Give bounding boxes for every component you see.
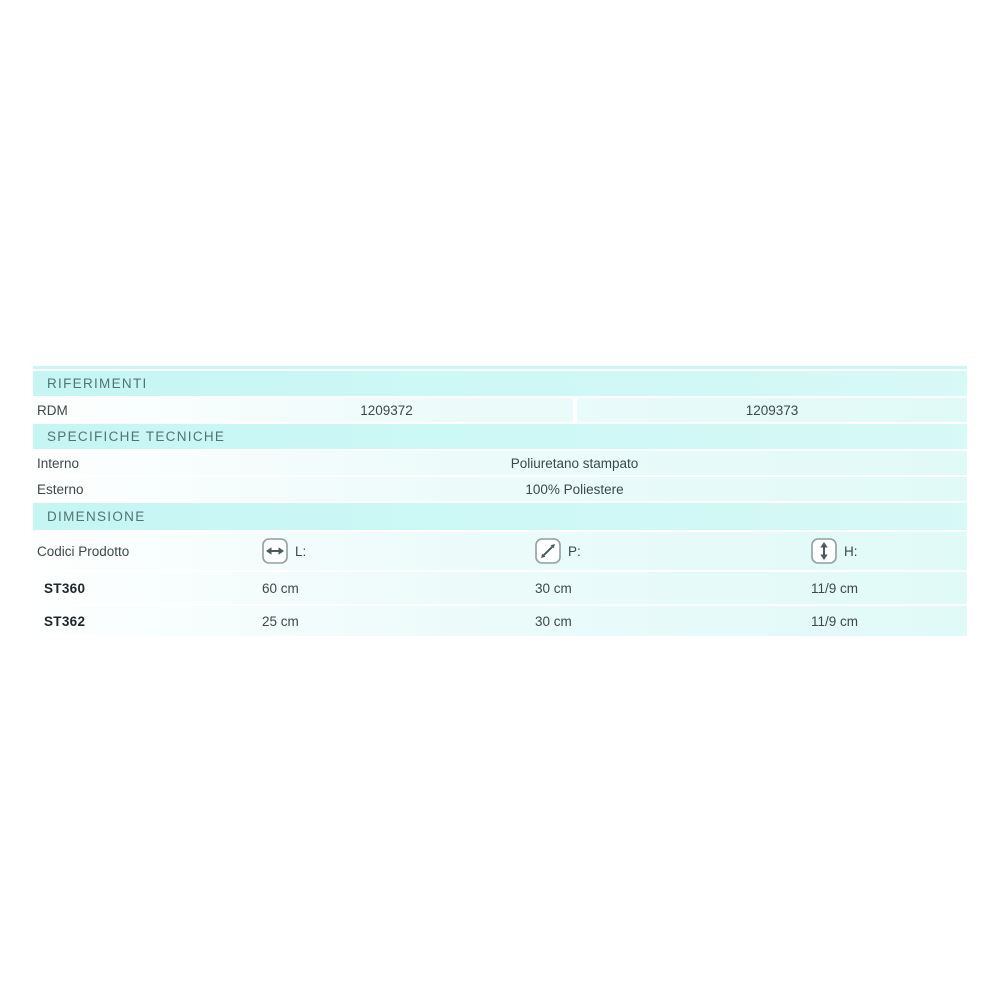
product-length-value: 25 cm	[262, 613, 299, 629]
table-row	[33, 606, 967, 636]
section-title: SPECIFICHE TECNICHE	[47, 429, 226, 444]
section-header-specifiche-tecniche	[33, 424, 967, 449]
dimension-columns-header-row	[33, 532, 967, 570]
table-row	[33, 572, 967, 604]
rdm-value-2: 1209373	[745, 402, 799, 418]
depth-column-label: P:	[568, 543, 581, 559]
product-code: ST362	[44, 613, 86, 629]
product-length-value: 60 cm	[262, 580, 299, 596]
horizontal-arrow-icon	[262, 538, 288, 564]
diagonal-arrow-icon	[535, 538, 561, 564]
height-column-label: H:	[844, 543, 858, 559]
depth-column-header	[533, 538, 809, 564]
table-top-border	[33, 366, 967, 369]
rdm-label: RDM	[37, 402, 68, 418]
length-column-header	[260, 538, 533, 564]
esterno-label: Esterno	[37, 481, 84, 497]
vertical-arrow-icon	[811, 538, 837, 564]
section-title: DIMENSIONE	[47, 509, 146, 524]
rdm-value-1: 1209372	[360, 402, 413, 418]
esterno-value: 100% Poliestere	[525, 481, 624, 497]
product-spec-table	[33, 366, 967, 638]
codici-prodotto-label: Codici Prodotto	[37, 543, 130, 559]
product-height-value: 11/9 cm	[811, 613, 859, 629]
product-depth-value: 30 cm	[535, 580, 572, 596]
length-column-label: L:	[295, 543, 307, 559]
height-column-header	[809, 538, 967, 564]
product-height-value: 11/9 cm	[811, 580, 859, 596]
interno-label: Interno	[37, 455, 80, 471]
product-code: ST360	[44, 580, 86, 596]
rdm-row	[33, 398, 967, 422]
section-title: RIFERIMENTI	[47, 376, 148, 391]
section-header-dimensione	[33, 503, 967, 530]
section-header-riferimenti	[33, 371, 967, 396]
product-depth-value: 30 cm	[535, 613, 572, 629]
esterno-row	[33, 477, 967, 501]
interno-row	[33, 451, 967, 475]
interno-value: Poliuretano stampato	[510, 455, 639, 471]
